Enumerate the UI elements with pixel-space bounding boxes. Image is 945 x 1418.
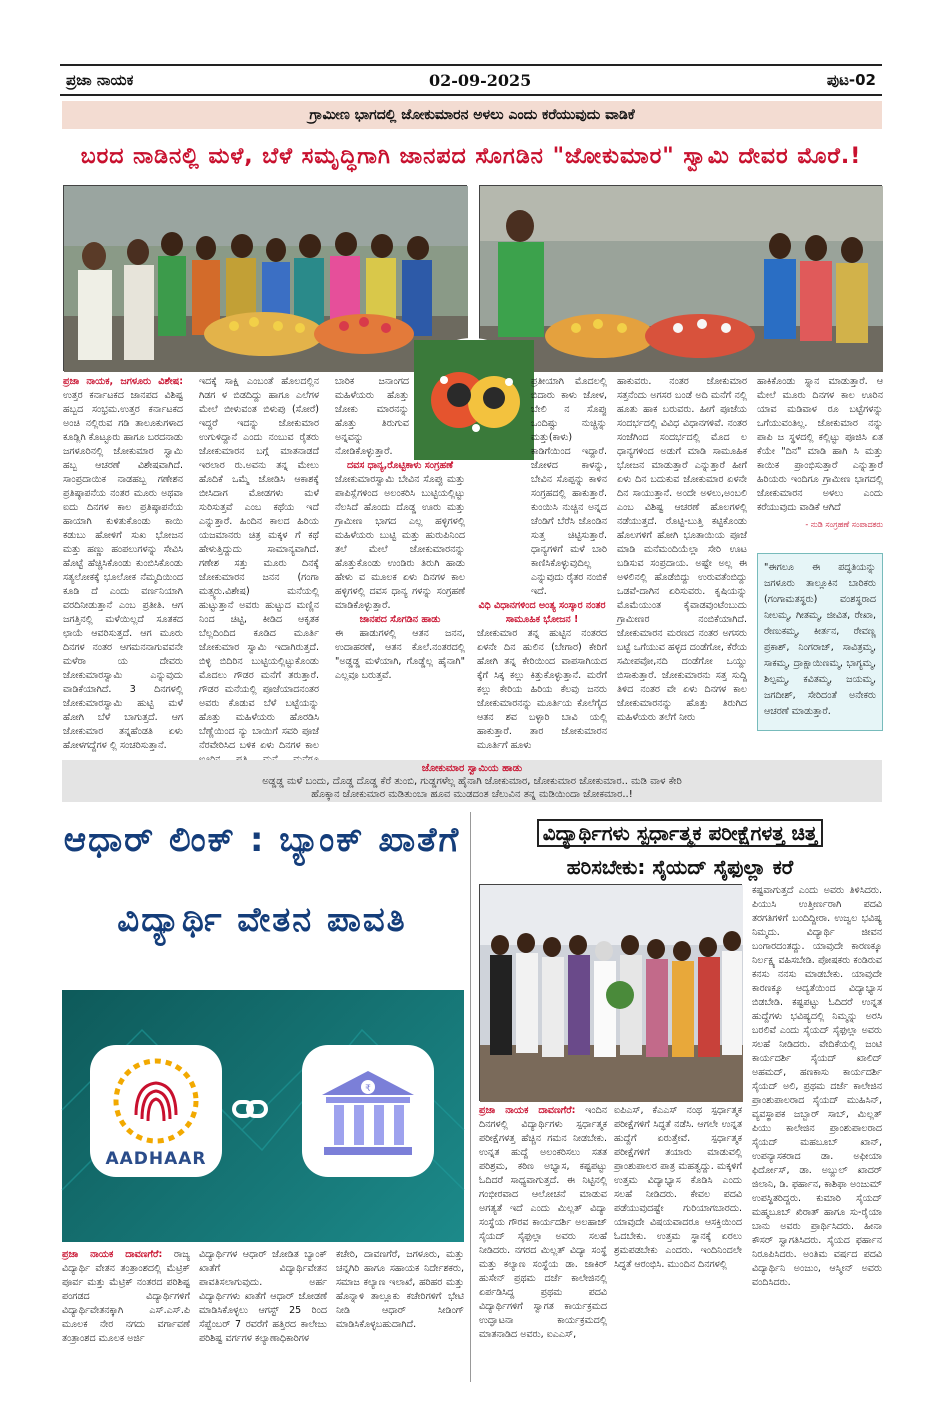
story-headline: ಬರದ ನಾಡಿನಲ್ಲಿ ಮಳೆ, ಬೆಳೆ ಸಮೃದ್ಧಿಗಾಗಿ ಜಾನಪದ ಸೊಗಡಿನ "ಜೋಕುಮಾರ" ಸ್ವಾಮಿ ದೇವರ ಮೊರೆ.! <box>80 144 862 169</box>
byline: ಪ್ರಜಾ ನಾಯಕ ದಾವಣಗೆರೆ: <box>479 1105 576 1116</box>
exam-column-2 <box>614 1104 742 1382</box>
story1-column-3 <box>335 375 465 758</box>
jokumara-photo-right <box>479 185 882 371</box>
link-icon <box>232 1098 268 1120</box>
song-line-2: ಹೊಕ್ಕಾನ ಜೋಕುಮಾರ ಮಡಿತುಂಬಾ ಹೂವ ಮುಡದಂತ ಚೆಲುವಿನ ತನ್ನ ಮಡಿಯಿಂದಾ ಜೋಕಮಾರ..! <box>311 789 633 800</box>
song-bar <box>62 760 882 802</box>
aadhaar-label: AADHAAR <box>105 1149 207 1169</box>
aadhaar-text-3: ಕಚೇರಿ, ದಾವಣಗೆರೆ, ಜಗಳೂರು, ಮತ್ತು ಚನ್ನಗಿರಿ ಹಾಗೂ ಸಹಾಯಕ ನಿರ್ದೇಶಕರು, ಸಮಾಜ ಕಲ್ಯಾಣ ಇಲಾಖೆ, ಹರಿಹರ ಮತ್ತು ಹೊನ್ನಾಳಿ ತಾಲ್ಲೂಕು ಕಚೇರಿಗಳಿಗೆ ಭೇಟಿ ನೀಡಿ ಆಧಾರ್ ಸೀಡಿಂಗ್ ಮಾಡಿಸಿಕೊಳ್ಳಬಹುದಾಗಿದೆ. <box>336 1249 464 1330</box>
subheading-folk-song: ಜಾನಪದ ಸೊಗಡಿನ ಹಾಡು <box>359 614 441 625</box>
story1-column-4 <box>477 375 607 758</box>
story1-text-4: ಪ್ರತೀಯಾಗಿ ಮೊದಲಲ್ಲಿ ಬಿದಾರು ಕಾಳು ಜೋಳ, ಬೇಲಿ ನ ಸೊಪ್ಪು ಒಂದಿಷ್ಟು ನುಚ್ಚಿನ್ನು ಮತ್ತು(ಕಾಳು) ಕಾಡಿಗೆಯಿಂದ ಇದ್ದಾರೆ. ಜೋಳದ ಕಾಳನ್ನು, ಬೇವಿನ ಸೊಪ್ಪನ್ನು ಕಾಳಿನ ಸಂಗ್ರಹದಲ್ಲಿ ಹಾಕುತ್ತಾರೆ. ಕುಂಯಿಸಿ ನುಚ್ಚಿನ ಅನ್ನದ ಚೆಂಡಿಗೆ ಬೆರೆಸಿ ಜೊಂಡಿನ ಸುತ್ತ ಚಿಟ್ಟಿಸುತ್ತಾರೆ. ಧಾನ್ಯಗಳಿಗೆ ಮಳೆ ಬಾರಿ ಕಾಣಿಸಿಕೊಳ್ಳುವುದಿಲ್ಲ ಎನ್ನುವುದು ರೈತರ ನಂಬಿಕೆ ಇದೆ. <box>531 376 607 597</box>
exam-text-3: ಕಷ್ಟವಾಗುತ್ತದೆ ಎಂದು ಅವರು ತಿಳಿಸಿದರು. ಪಿಯುಸಿ ಉತ್ತೀರ್ಣರಾಗಿ ಪದವಿ ತರಗತಿಗಳಿಗೆ ಬಂದಿದ್ದೀರಾ. ಉಜ್ವಲ ಭವಿಷ್ಯ ನಿಮ್ಮದು. ವಿದ್ಯಾರ್ಥಿ ಜೀವನ ಬಂಗಾರದಂತದ್ದು. ಯಾವುದೇ ಕಾರಣಕ್ಕೂ ನಿರ್ಲಕ್ಷ್ಯ ವಹಿಸಬೇಡಿ. ಪೋಷಕರು ಕಂಡಿರುವ ಕನಸು ನನಸು ಮಾಡಬೇಕು. ಯಾವುದೇ ಕಾರಣಕ್ಕೂ ಆದ್ಯತೆಯಿಂದ ವಿದ್ಯಾಭ್ಯಾಸ ಬಿಡಬೇಡಿ. ಕಷ್ಟಪಟ್ಟು ಓದಿದರೆ ಉನ್ನತ ಹುದ್ದೆಗಳು ಭವಿಷ್ಯದಲ್ಲಿ ನಿಮ್ಮನ್ನು ಅರಸಿ ಬರಲಿವೆ ಎಂದು ಸೈಯದ್ ಸೈಫುಲ್ಲಾ ಅವರು ಸಲಹೆ ನೀಡಿದರು. ವೇದಿಕೆಯಲ್ಲಿ ಜಂಟಿ ಕಾರ್ಯದರ್ಶಿ ಸೈಯದ್ ಖಾಲಿದ್ ಅಹಮದ್, ಹಣಕಾಸು ಕಾರ್ಯದರ್ಶಿ ಸೈಯದ್ ಅಲಿ, ಪ್ರಥಮ ದರ್ಜೆ ಕಾಲೇಜಿನ ಪ್ರಾಂಶುಪಾಲರಾದ ಸೈಯದ್ ಮುಹಿಸಿನ್, ವ್ಯವಸ್ಥಾಪಕ ಜಬ್ಬಾರ್ ಸಾಬ್, ಮಿಲ್ಲತ್ ಪಿಯು ಕಾಲೇಜಿನ ಪ್ರಾಂಶುಪಾಲರಾದ ಸೈಯದ್ ಮಹಬೂಬ್ ಖಾನ್, ಉಪನ್ಯಾಸಕರಾದ ಡಾ. ಅಫೀಯಾ ಫಿರ್ದೋಸ್, ಡಾ. ಅಬ್ದುಲ್ ಖಾದರ್ ಜಿಲಾನಿ, ಡಿ. ಫರ್ಹಾನ, ಕಾಶಿಫಾ ಅಂಜುಮ್ ಉಪಸ್ಥಿತರಿದ್ದರು. ಕುಮಾರಿ ಸೈಯದ್ ಮಹ್ಮಬೂಬ್ ಖಿರಾತ್ ಹಾಗೂ ಸು-ರೈಯಾ ಬಾನು ಅವರು ಪ್ರಾರ್ಥಿಸಿದರು. ಹೀನಾ ಕೌಸರ್ ಸ್ವಾಗತಿಸಿದರು. ಸೈಯದ ಫರ್ಹಾನ ನಿರೂಪಿಸಿದರು. ಅಂತಿಮ ವರ್ಷದ ಪದವಿ ವಿದ್ಯಾರ್ಥಿನಿ ಅಂಜುಂ, ಆಸ್ಮೀನ್ ಅವರು ವಂದಿಸಿದರು. <box>752 885 882 1288</box>
column-divider <box>470 812 471 1382</box>
exam-headline-1: ವಿದ್ಯಾರ್ಥಿಗಳು ಸ್ಪರ್ಧಾತ್ಮಕ ಪರೀಕ್ಷೆಗಳತ್ತ ಚಿತ್ತ <box>537 819 823 847</box>
exam-headline <box>476 816 884 884</box>
aadhaar-headline-2: ವಿದ್ಯಾರ್ಥಿ ವೇತನ ಪಾವತಿ <box>117 900 407 940</box>
aadhaar-app-icon <box>90 1045 222 1177</box>
reporter-credit: - ನುಡಿ ಸಂಗ್ರಹಣೆ ಸಂಪಾದಕರು <box>805 520 883 529</box>
jokumara-photo-left <box>63 185 467 371</box>
subheading-grain: ದವಸ ಧಾನ್ಯ,ರೊಟ್ಟಿಕಾಳು ಸಂಗ್ರಹಣೆ <box>346 460 454 471</box>
story1-text-6: ಹಾಕಿಕೊಂಡು ಸ್ನಾನ ಮಾಡುತ್ತಾರೆ. ಆ ಮೇಲೆ ಮೂರು ದಿನಗಳ ಕಾಲ ಊರಿನ ಯಾವ ಮಡಿವಾಳ ರೂ ಬಟ್ಟೆಗಳನ್ನು ಒಗೆಯುವಂತಿಲ್ಲ. ಜೋಕುಮಾರ ನನ್ನು ಪಾಪಿ ಜ ಸ್ಥಳದಲ್ಲಿ ಕಲ್ಲಿಟ್ಟು ಪೂಜಿಸಿ ಏತ ಕೆಯೇ "ದಿನ" ಮಾಡಿ ಹಾಗಿ ಸಿ ಮತ್ತು ಕಾಯಿಕ ಪ್ರಾಂಭಿಸುತ್ತಾರೆ ಎನ್ನುತ್ತಾರೆ ಹಿರಿಯರು ಇಂದಿಗೂ ಗ್ರಾಮೀಣ ಭಾಗದಲ್ಲಿ ಜೋಕುಮಾರನ ಅಳಲು ಎಂದು ಕರೆಯುವುದು ವಾಡಿಕೆ ಆಗಿದೆ <box>757 376 883 513</box>
exam-text-2: ಐಪಿಎಸ್, ಕೆಎಎಸ್ ನಂಥ ಸ್ಪರ್ಧಾತ್ಮಕ ಪರೀಕ್ಷೆಗಳಿಗೆ ಸಿದ್ಧತೆ ನಡೆಸಿ. ಆಗಲೇ ಉನ್ನತ ಹುದ್ದೆಗೆ ಏರುತ್ತೇವೆ. ಸ್ಪರ್ಧಾತ್ಮಕ ಪರೀಕ್ಷೆಗಳಿಗೆ ತಯಾರು ಮಾಡುವಲ್ಲಿ ಪ್ರಾಂಶುಪಾಲರ ಪಾತ್ರ ಮಹತ್ವದ್ದು. ಮಕ್ಕಳಿಗೆ ಉತ್ತಮ ವಿದ್ಯಾಭ್ಯಾಸ ಕೊಡಿಸಿ ಎಂದು ಸಲಹೆ ನೀಡಿದರು. ಕೇವಲ ಪದವಿ ಪಡೆಯುವುದಷ್ಟೇ ಗುರಿಯಾಗಬಾರದು. ಯಾವುದೇ ವಿಷಯವಾದರೂ ಆಸಕ್ತಿಯಿಂದ ಓದಬೇಕು. ಉತ್ತಮ ಸ್ಥಾನಕ್ಕೆ ಏರಲು ಶ್ರಮಪಡಬೇಕು ಎಂದರು. ಇಂದಿನಿಂದಲೇ ಸಿದ್ಧತೆ ಆರಂಭಿಸಿ. ಮುಂದಿನ ದಿನಗಳಲ್ಲಿ <box>614 1105 742 1270</box>
aadhaar-headline-1: ಆಧಾರ್ ಲಿಂಕ್ : ಬ್ಯಾಂಕ್ ಖಾತೆಗೆ <box>63 820 461 860</box>
story1-text-3b: ಜೋಕುಮಾರಸ್ವಾಮಿ ಬೇವಿನ ಸೊಪ್ಪು ಮತ್ತು ಪಾಪಿಸ್ಲೆಗಳಿಂದ ಅಲಂಕರಿಸಿ ಬುಟ್ಟಿಯಲ್ಲಿಟ್ಟು ನೆಲಸಿದೆ ಹೊಂದು ದೊಡ್ಡ ಊರು ಮತ್ತು ಗ್ರಾಮೀಣ ಭಾಗದ ಎಲ್ಲ ಹಳ್ಳಿಗಳಲ್ಲಿ ಮಹಿಳೆಯರು ಬುಟ್ಟಿ ಮತ್ತು ಹುರುಪಿನಿಂದ ತಲೆ ಮೇಲೆ ಜೋಕುಮಾರನನ್ನು ಹೊತ್ತುಕೊಂಡು ಉಂಡಿರು ತಿರುಗಿ ಹಾಡು ಹೇಳು ವ ಮೂಲಕ ಏಳು ದಿನಗಳ ಕಾಲ ಹಳ್ಳಿಗಳಲ್ಲಿ ದವಸ ಧಾನ್ಯ ಗಳನ್ನು ಸಂಗ್ರಹಣೆ ಮಾಡಿಕೊಳ್ಳುತ್ತಾರೆ. <box>335 474 465 611</box>
byline: ಪ್ರಜಾ ನಾಯಕ ದಾವಣಗೆರೆ: <box>62 1249 163 1260</box>
story1-text-3a: ಬಾರಿಕ ಜನಾಂಗದ ಮಹಿಳೆಯರು ಹೊತ್ತು ಜೋಕು ಮಾರನನ್ನು ಹೊತ್ತು ತಿರುಗುವ ಅನ್ನವನ್ನು ನೋಡಿಕೊಳ್ಳುತ್ತಾರೆ. <box>335 376 409 457</box>
aadhaar-column-1 <box>62 1248 190 1382</box>
exam-column-1 <box>479 1104 607 1382</box>
aadhaar-column-3 <box>336 1248 464 1382</box>
story1-text-3c: ಈ ಹಾಡುಗಳಲ್ಲಿ ಆತನ ಜನನ, ಉದಾಹರಣೆ, ಆತನ ಕೊಲೆ.ನಂತರದಲ್ಲಿ "ಅಡ್ಡಡ್ಡ ಮಳೆಯಾಗಿ, ಗೊಡ್ಡೆಲ್ಲ ಹೈನಾಗಿ" ಎಲ್ಲವೂ ಬರುತ್ತವೆ. <box>335 628 465 681</box>
byline: ಪ್ರಜಾ ನಾಯಕ, ಜಗಳೂರು ವಿಶೇಷ: <box>63 376 183 387</box>
story-kicker: ಗ್ರಾಮೀಣ ಭಾಗದಲ್ಲಿ ಜೋಕುಮಾರನ ಅಳಲು ಎಂದು ಕರೆಯುವುದು ವಾಡಿಕೆ <box>62 101 882 129</box>
exam-headline-2: ಹರಿಸಬೇಕು: ಸೈಯದ್ ಸೈಫುಲ್ಲಾ ಕರೆ <box>566 855 794 879</box>
story1-text-1: ಉತ್ತರ ಕರ್ನಾಟಕದ ಜಾನಪದ ವಿಶಿಷ್ಟ ಹಬ್ಬದ ಸಂಭ್ರಮ.ಉತ್ತರ ಕರ್ನಾಟಕದ ಅಂಚಿ ನಲ್ಲಿರುವ ಗಡಿ ತಾಲೂಕುಗಳಾದ ಕೂಡ್ಲಿಗಿ ಕೊಟ್ಟೂರು ಹಾಗೂ ಬರದನಾಡು ಜಗಳೂರಿನಲ್ಲಿ ಜೋಕುಮಾರ ಸ್ವಾಮಿ ಹಬ್ಬ ಆಚರಣೆ ವಿಶೇಷವಾಗಿದೆ. ಸಾಂಪ್ರದಾಯಿಕ ನಾಡಹಬ್ಬ ಗಣೇಶನ ಪ್ರತಿಷ್ಠಾಪನೆಯ ನಂತರ ಮೂರು ಅಥವಾ ಐದು ದಿನಗಳ ಕಾಲ ಪ್ರತಿಷ್ಠಾಪನೆಯ ಹಾಯಾಗಿ ಕುಳಿತುಕೊಂಡು ಕಾಯಿ ಕಡುಬು ಹೋಳಿಗೆ ಸುಖ ಭೋಜನ ಮತ್ತು ಹಣ್ಣು ಹಂಪಲುಗಳನ್ನು ಸೇವಿಸಿ ಹೊಟ್ಟೆ ಹೆಚ್ಚಿಸಿಕೊಂಡು ಕುಂಬಿಸಿಕೊಂಡು ಸತ್ಯಲೋಕಕ್ಕೆ ಭೂಲೋಕ ನೆಮ್ಮದಿಯಿಂದ ಕೂಡಿ ದೆ ಎಂದು ವರ್ಣನಿಯಾಗಿ ವರದಿನೀಡುತ್ತಾನೆ ಎಂಬ ಪ್ರತೀತಿ. ಆಗ ಜಗತ್ತಿನಲ್ಲಿ ಮಳೆಯಿಲ್ಲದೆ ಸೂತಕದ ಛಾಯೆ ಆವರಿಸುತ್ತದೆ. ಆಗ ಮೂರು ದಿನಗಳ ನಂತರ ಆಗಮನನಾಗುವವನೇ ಮಳೆರಾ ಯ ದೇವರು ಜೋಕುಮಾರಸ್ವಾಮಿ ಎನ್ನುವುದು ವಾಡಿಕೆಯಾಗಿದೆ. 3 ದಿನಗಳಲ್ಲಿ ಜೋಕುಮಾರಸ್ವಾಮಿ ಹುಟ್ಟಿ ಮಳೆ ಹೋಗಿ ಬೆಳೆ ಬಾಗುತ್ತದೆ. ಆಗ ಜೋಕುಮಾರ ತನ್ನಹೆಂಡತಿ ಏಳು ಹೋಳಗದ್ದೆಗಳ ಲ್ಲಿ ಸಂಚರಿಸುತ್ತಾನೆ. <box>63 390 183 751</box>
page-header <box>60 64 882 96</box>
fingerprint-icon <box>90 1045 222 1145</box>
story1-column-1 <box>63 375 183 758</box>
aadhaar-column-2 <box>199 1248 327 1382</box>
song-line-1: ಅಡ್ಡಡ್ಡ ಮಳೆ ಬಂದು, ದೊಡ್ಡ ದೊಡ್ಡ ಕೆರೆ ತುಂಬಿ, ಗುಡ್ಡಗಳೆಲ್ಲ ಹೈನಾಗಿ ಜೋಕುಮಾರ, ಜೋಕುಮಾರ ಜೋಕುಮಾರ.. ಮಡಿ ವಾಳ ಕೇರಿ <box>262 776 682 787</box>
story1-text-4b: ಜೋಕುಮಾರ ತನ್ನ ಹುಟ್ಟಿನ ನಂತರದ ಏಳನೇ ದಿನ ಹುಲಿನ (ಬೇಗಾರ) ಕೇರಿಗೆ ಹೋಗಿ ತನ್ನ ಕೇರಿಯಿಂದ ವಾಪಸಾಗಿಯದ ಕ್ಕೆಗೆ ಸಿಕ್ಕ ಕಲ್ಲು ಕಿತ್ತುಕೊಳ್ಳುತ್ತಾನೆ. ಮರೆಗೆ ಕಲ್ಲು ಕೇರಿಯ ಹಿರಿಯ ಕೆಲವು ಜನರು ಜೋಕುಮಾರನನ್ನು ಮೂರ್ತಿಯ ಕೊಲೆಗೈದ ಆತನ ಶವ ಬಳ್ಳಾರಿ ಬಾವಿ ಯಲ್ಲಿ ಹಾಕುತ್ತಾರೆ. ತಾರ ಜೋಕುಮಾರನ ಮೂರ್ತಿಗೆ ಹೂಳು <box>477 628 607 751</box>
felicitation-photo <box>479 884 742 1101</box>
aadhaar-text-2: ವಿದ್ಯಾರ್ಥಿಗಳ ಆಧಾರ್ ಜೋಡಿತ ಬ್ಯಾಂಕ್ ಖಾತೆಗೆ ವಿದ್ಯಾರ್ಥಿವೇತನ ಪಾವತಿಸಲಾಗುವುದು. ಅರ್ಹ ವಿದ್ಯಾರ್ಥಿಗಳು ಖಾತೆಗೆ ಆಧಾರ್ ಜೋಡಣೆ ಮಾಡಿಸಿಕೊಳ್ಳಲು ಆಗಸ್ಟ್ 25 ರಿಂದ ಸೆಪ್ಟೆಂಬರ್ 7 ರವರೆಗೆ ಹತ್ತಿರದ ಕಾಲೇಜು ಪರಿಶಿಷ್ಟ ವರ್ಗಗಳ ಕಲ್ಯಾಣಾಧಿಕಾರಿಗಳ <box>199 1249 327 1344</box>
quote-box: "ಈಗಲೂ ಈ ಪದ್ಧತಿಯನ್ನು ಜಗಳೂರು ತಾಲ್ಲೂಕಿನ ಬಾರಿಕರು (ಗಂಗಾಮತಸ್ಥರು) ವಂಶಸ್ಥರಾದ ನೀಲಮ್ಮ, ಗೀತಮ್ಮ, ಜೀವಿತ, ರೇಖಾ, ರೇಣುಕಮ್ಮ, ಕೀರ್ತನ, ರೇವಣ್ಣ ಪ್ರಕಾಶ್, ನಿಂಗರಾಜ್, ಸಾವಿತ್ರಮ್ಮ, ಸಾಕಮ್ಮ, ದ್ರಾಕ್ಷಾಯಿಣಮ್ಮ, ಭಾಗ್ಯಮ್ಮ, ಶಿಲ್ಪಮ್ಮ, ಕವಿತಮ್ಮ, ಜಯಮ್ಮ, ಜಗದೀಶ್, ಸೇರಿದಂತೆ ಅನೇಕರು ಆಚರಣೆ ಮಾಡುತ್ತಾರೆ. <box>757 553 883 731</box>
issue-date: 02-09-2025 <box>428 70 532 90</box>
bank-app-icon <box>302 1045 434 1177</box>
exam-text-1: ಇಂದಿನ ದಿನಗಳಲ್ಲಿ ವಿದ್ಯಾರ್ಥಿಗಳು ಸ್ಪರ್ಧಾತ್ಮಕ ಪರೀಕ್ಷೆಗಳತ್ತ ಹೆಚ್ಚಿನ ಗಮನ ನೀಡಬೇಕು. ಉನ್ನತ ಹುದ್ದೆ ಅಲಂಕರಿಸಲು ಸತತ ಪರಿಶ್ರಮ, ಕಠಿಣ ಅಭ್ಯಾಸ, ಕಷ್ಟಪಟ್ಟು ಓದಿದರೆ ಸಾಧ್ಯವಾಗುತ್ತದೆ. ಈ ನಿಟ್ಟಿನಲ್ಲಿ ಗಂಭೀರವಾದ ಆಲೋಚನೆ ಮಾಡುವ ಅಗತ್ಯತೆ ಇದೆ ಎಂದು ಮಿಲ್ಲತ್ ವಿದ್ಯಾ ಸಂಸ್ಥೆಯ ಗೌರವ ಕಾರ್ಯದರ್ಶಿ ಅಲಹಾಜ್ ಸೈಯದ್ ಸೈಫುಲ್ಲಾ ಅವರು ಸಲಹೆ ನೀಡಿದರು. ನಗರದ ಮಿಲ್ಲತ್ ವಿದ್ಯಾ ಸಂಸ್ಥೆ ಮತ್ತು ಕಲ್ಯಾಣ ಸಂಸ್ಥೆಯ ಡಾ. ಜಾಕಿರ್ ಹುಸೇನ್ ಪ್ರಥಮ ದರ್ಜೆ ಕಾಲೇಜಿನಲ್ಲಿ ಏರ್ಪಡಿಸಿದ್ದ ಪ್ರಥಮ ಪದವಿ ವಿದ್ಯಾರ್ಥಿಗಳಿಗೆ ಸ್ವಾಗತ ಕಾರ್ಯಕ್ರಮದ ಉದ್ಘಾಟನಾ ಕಾರ್ಯಕ್ರಮದಲ್ಲಿ ಮಾತನಾಡಿದ ಅವರು, ಐಎಎಸ್, <box>479 1105 607 1340</box>
aadhaar-bank-graphic <box>62 990 464 1242</box>
song-title: ಜೋಕುಮಾರ ಸ್ವಾಮಿಯ ಹಾಡು <box>421 763 523 774</box>
subheading-funeral: ವಿಧಿ ವಿಧಾನಗಳಿಂದ ಅಂತ್ಯ ಸಂಸ್ಕಾರ ನಂತರ ಸಾಮೂಹಿಕ ಭೋಜನ ! <box>478 600 606 625</box>
aadhaar-text-1: ರಾಜ್ಯ ವಿದ್ಯಾರ್ಥಿ ವೇತನ ತಂತ್ರಾಂಶದಲ್ಲಿ ಮೆಟ್ರಿಕ್ ಪೂರ್ವ ಮತ್ತು ಮೆಟ್ರಿಕ್ ನಂತರದ ಪರಿಶಿಷ್ಟ ಪಂಗಡದ ವಿದ್ಯಾರ್ಥಿಗಳಿಗೆ ವಿದ್ಯಾರ್ಥಿವೇತನಕ್ಕಾಗಿ ಎಸ್.ಎಸ್.ಪಿ ಮೂಲಕ ನೇರ ನಗದು ವರ್ಗಾವಣೆ ತಂತ್ರಾಂಶದ ಮೂಲಕ ಅರ್ಜಿ <box>62 1249 190 1344</box>
svg-text:₹: ₹ <box>365 1084 371 1094</box>
page-number: ಪುಟ-02 <box>826 71 876 89</box>
story1-text-2: ಇದಕ್ಕೆ ಸಾಕ್ಷಿ ಎಂಬಂತೆ ಹೊಲದಲ್ಲಿನ ಗಿಡಗ ಳ ಬಿಡದಿದ್ದು ಹಾಗೂ ಎಲೆಗಳ ಮೇಲೆ ಬೀಳುವಂತ ಬಿಳುಪು (ಸೋರೆ) ಇದ್ದರೆ ಇದನ್ನು ಜೋಕುಮಾರ ಉಗುಳಿದ್ದಾನೆ ಎಂದು ನಂಬುವ ರೈತರು ಜೋಕುಮಾರನ ಬಗ್ಗೆ ಮಾತನಾಡದೆ ಇರಲಾರ ರು.ಅವನು ತನ್ನ ಮೇಲು ಹೊದಿಕೆ ಒಮ್ಮೆ ಜೋಡಿಸಿ ಆಕಾಶಕ್ಕೆ ಬೀಸಿದಾಗ ಮೋಡಗಳು ಮಳೆ ಸುರಿಸುತ್ತವೆ ಎಂಬ ಕಥೆಯ ಇದೆ ಎನ್ನುತ್ತಾರೆ. ಹಿಂದಿನ ಕಾಲದ ಹಿರಿಯ ಯಜಮಾನರು ಚಿತ್ರ ಮಕ್ಕಳ ಗೆ ಕಥೆ ಹೇಳುತ್ತಿದ್ದುದು ಸಾಮಾನ್ಯವಾಗಿದೆ. ಗಣೇಶ ಸತ್ತು ಮೂರು ದಿನಕ್ಕೆ ಜೋಕುಮಾರನ ಜನನ (ಗಂಗಾ ಮತ್ಸ್ಯರು.ವಿಶೇಷ) ಮನೆಯಲ್ಲಿ ಹುಟ್ಟುತ್ತಾನೆ ಅವರು ಹುಟ್ಟುದ ಮಣ್ಣಿನ ನಿಂದ ಚಿಟ್ಟಿ, ಕೀಡಿದ ಆಕೃತಕ ಬೆಲ್ಲದಿಂದಿದ ಕೂಡಿದ ಮೂರ್ತಿ ಜೋಕುಮಾರ ಸ್ವಾಮಿ ಇದಾಗಿರುತ್ತದೆ. ಬಿಳ್ಳಿ ಬಿದಿರಿನ ಬುಟ್ಟಿಯಲ್ಲಿಟ್ಟುಕೊಂಡು ಮೊದಲು ಗೌಡರ ಮನೆಗೆ ತರುತ್ತಾರೆ. ಗೌಡರ ಮನೆಯಲ್ಲಿ ಪೂಜೆಯಾದನಂತರ ಅವರು ಕೊಡುವ ಬೆಳೆ ಬಟ್ಟೆಯನ್ನು ಹೊತ್ತು ಮಹಿಳೆಯರು ಹೊರಡಿಸಿ ಬೆಣ್ಣೆಯಿಂದ ನ್ಯು ಬಾಯಿಗೆ ಸವರಿ ಪೂಜೆ ನೆರವೇರಿಸಿದ ಬಳಿಕ ಏಳು ದಿನಗಳ ಕಾಲ <box>199 376 319 751</box>
story1-text-5: ಹಾಕುವರು. ನಂತರ ಜೋಕುಮಾರ ಸತ್ತನೆಂದು ಅಗಸರ ಬಂಡೆ ಅದಿ ಮನೆಗೆ ನಲ್ಲಿ ಹೂತು ಹಾಕ ಬರುವರು. ಹೀಗೆ ಪೂಜೆಯ ಸಂದರ್ಭದಲ್ಲಿ ವಿವಿಧ ವಿಧಾನಗಳಿವೆ. ನಂತರ ಸಂಜೆಗಿಂದ ಸಂದರ್ಭದಲ್ಲಿ ಮೊದ ಲ ಧಾನ್ಯಗಳಿಂದ ಅಡುಗೆ ಮಾಡಿ ಸಾಮೂಹಿಕ ಭೋಜನ ಮಾಡುತ್ತಾರೆ ಎನ್ನುತ್ತಾರೆ ಹೀಗೆ ಏಳು ದಿನ ಬದುಕುವ ಜೋಕುಮಾರ ಏಳನೇ ದಿನ ಸಾಯುತ್ತಾನೆ. ಅಂದೇ ಅಳಲು,ಅಂಬಲಿ ಎಂಬ ವಿಶಿಷ್ಟ ಆಚರಣೆ ಹೊಲಗಳಲ್ಲಿ ನಡೆಯುತ್ತದೆ. ರೊಟ್ಟಿ-ಬುತ್ತಿ ಕಟ್ಟಿಕೊಂಡು ಹೊಲಗಳಿಗೆ ಹೋಗಿ ಭೂತಾಯಿಯ ಪೂಜೆ ಮಾಡಿ ಮನೆಮಂದಿಯೆಲ್ಲಾ ಸೇರಿ ಊಟ ಬಡಿಸುವ ಸಂಪ್ರದಾಯ. ಅಷ್ಟೇ ಅಲ್ಲ ಈ ಅಳಲಿನಲ್ಲಿ ಹೊಡೆಬಿದ್ದು ಉರುವತೆಂಬಿದ್ದು ಒಡವೆ-ದಾಗಿನ ಏರಿಸುವರು. ಕೃಷಿಯನ್ನು ಮೊಮೆಯುಂತ ಕೈವಾಡವುಂಟೆಂಬುದು ಗ್ರಾಮೀಣರ ನಂಬಿಕೆಯಾಗಿದೆ. ಜೋಕುಮಾರನ ಮರಣದ ನಂತರ ಅಗಸರು ಬಟ್ಟೆ ಒಗೆಯುವ ಹಳ್ಳದ ದಂಡೆಗೋ, ಕೆರೆಯ ಸಮೀಪವೋ,ನದಿ ದಂಡೆಗೋ ಒಯ್ದು ಬಿಸಾಕುತ್ತಾರೆ. ಜೋಕುಮಾರನು ಸತ್ತ ಸುದ್ದಿ ತಿಳಿದ ನಂತರ ವೇ ಏಳು ದಿನಗಳ ಕಾಲ ಜೋಕುಮಾರನನ್ನು ಹೊತ್ತು ತಿರುಗಿದ ಮಹಿಳೆಯರು ತಲೆಗೆ ನೀರು <box>617 376 747 723</box>
story1-column-2 <box>199 375 319 758</box>
story1-column-6 <box>757 375 883 545</box>
story1-column-5 <box>617 375 747 758</box>
bank-icon <box>302 1045 434 1177</box>
paper-name: ಪ್ರಜಾ ನಾಯಕ <box>66 71 134 89</box>
exam-column-3 <box>752 884 882 1382</box>
